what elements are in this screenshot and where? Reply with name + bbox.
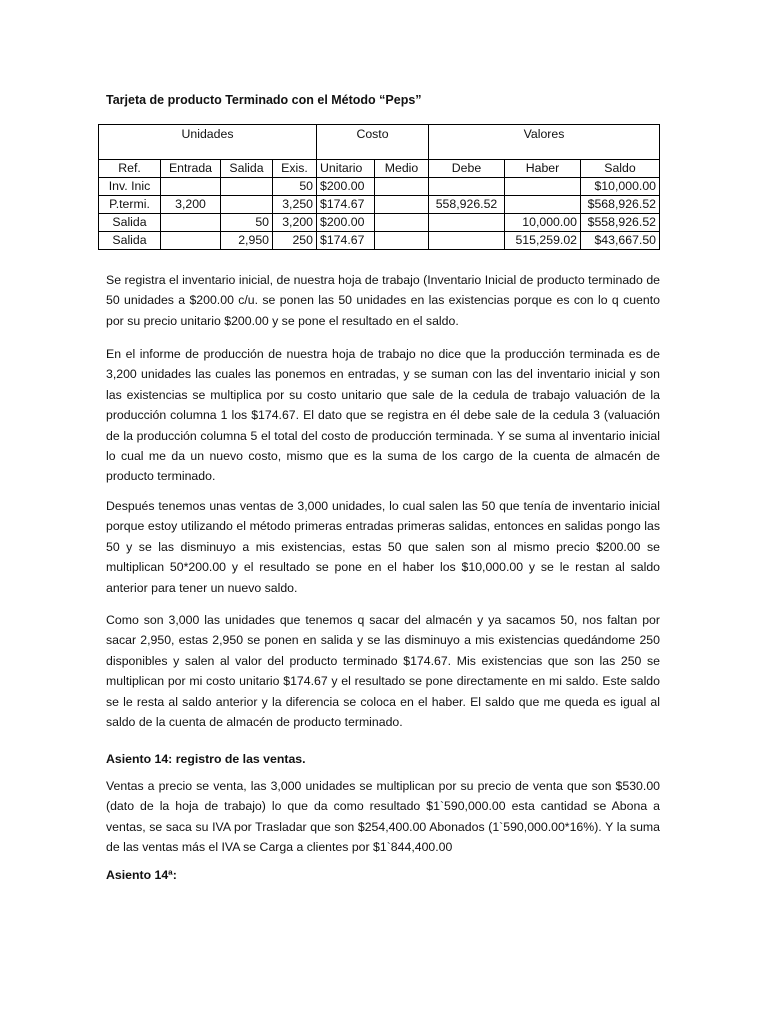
column-header-exis: Exis.	[273, 160, 317, 178]
table-column-header-row	[99, 160, 660, 178]
paragraph-produccion: En el informe de producción de nuestra hoja de trabajo no dice que la producción terminada es de 3,200 unidades las cuales las ponemos en entradas, y se suman con las del inventario inicial y son las existencias se multiplica por su costo unitario que sale de la cedula de trabajo valuación de la producción columna 1 los $174.67. El dato que se registra en él debe sale de la cedula 3 (valuación de la producción columna 5 el total del costo de producción terminada. Y se suma al inventario inicial lo cual me da un nuevo costo, mismo que es la suma de los cargo de la cuenta de almacén de producto terminado.	[106, 347, 660, 484]
cell-unitario: $200.00	[317, 178, 375, 196]
group-header-costo: Costo	[317, 125, 429, 160]
cell-entrada	[161, 178, 221, 196]
column-header-ref: Ref.	[99, 160, 161, 178]
cell-haber: 10,000.00	[505, 214, 581, 232]
cell-ref: Salida	[99, 214, 161, 232]
cell-salida	[221, 196, 273, 214]
document-title: Tarjeta de producto Terminado con el Método “Peps”	[106, 93, 422, 107]
column-header-entrada: Entrada	[161, 160, 221, 178]
group-header-valores: Valores	[429, 125, 660, 160]
cell-saldo: $558,926.52	[581, 214, 660, 232]
cell-exis: 50	[273, 178, 317, 196]
cell-medio	[375, 196, 429, 214]
cell-entrada	[161, 232, 221, 250]
column-header-unitario: Unitario	[317, 160, 375, 178]
cell-saldo: $10,000.00	[581, 178, 660, 196]
cell-salida	[221, 178, 273, 196]
cell-haber	[505, 178, 581, 196]
paragraph-registro-ventas: Ventas a precio se venta, las 3,000 unidades se multiplican por su precio de venta que son $530.00 (dato de la hoja de trabajo) lo que da como resultado $1`590,000.00 esta cantidad se Abona a ventas, se saca su IVA por Trasladar que son $254,400.00 Abonados (1`590,000.00*16%). Y la suma de las ventas más el IVA se Carga a clientes por $1`844,400.00	[106, 779, 660, 855]
table-row	[99, 178, 660, 196]
cell-debe	[429, 232, 505, 250]
heading-asiento-14a: Asiento 14ª:	[106, 868, 177, 882]
paragraph-ventas-salidas: Después tenemos unas ventas de 3,000 unidades, lo cual salen las 50 que tenía de inventario inicial porque estoy utilizando el método primeras entradas primeras salidas, entonces en salidas pongo las 50 y se las disminuyo a mis existencias, estas 50 que salen son al mismo precio $200.00 se multiplican 50*200.00 y el resultado se pone en el haber los $10,000.00 y se le restan al saldo anterior para tener un nuevo saldo.	[106, 499, 660, 595]
cell-debe	[429, 214, 505, 232]
column-header-salida: Salida	[221, 160, 273, 178]
column-header-debe: Debe	[429, 160, 505, 178]
cell-exis: 3,250	[273, 196, 317, 214]
cell-medio	[375, 178, 429, 196]
cell-salida: 2,950	[221, 232, 273, 250]
cell-ref: Salida	[99, 232, 161, 250]
table-row	[99, 232, 660, 250]
cell-haber	[505, 196, 581, 214]
cell-salida: 50	[221, 214, 273, 232]
cell-ref: Inv. Inic	[99, 178, 161, 196]
cell-unitario: $200.00	[317, 214, 375, 232]
cell-saldo: $43,667.50	[581, 232, 660, 250]
table-row	[99, 196, 660, 214]
cell-entrada	[161, 214, 221, 232]
paragraph-inventario-inicial: Se registra el inventario inicial, de nuestra hoja de trabajo (Inventario Inicial de producto terminado de 50 unidades a $200.00 c/u. se ponen las 50 unidades en las existencias porque es con lo q cuento por su precio unitario $200.00 y se pone el resultado en el saldo.	[106, 273, 660, 328]
table-group-header-row	[99, 125, 660, 160]
column-header-medio: Medio	[375, 160, 429, 178]
cell-medio	[375, 232, 429, 250]
cell-unitario: $174.67	[317, 196, 375, 214]
cell-exis: 250	[273, 232, 317, 250]
cell-debe: 558,926.52	[429, 196, 505, 214]
column-header-saldo: Saldo	[581, 160, 660, 178]
cell-haber: 515,259.02	[505, 232, 581, 250]
heading-asiento-14: Asiento 14: registro de las ventas.	[106, 752, 306, 766]
cell-medio	[375, 214, 429, 232]
cell-saldo: $568,926.52	[581, 196, 660, 214]
cell-ref: P.termi.	[99, 196, 161, 214]
cell-unitario: $174.67	[317, 232, 375, 250]
cell-entrada: 3,200	[161, 196, 221, 214]
column-header-haber: Haber	[505, 160, 581, 178]
cell-debe	[429, 178, 505, 196]
paragraph-existencias: Como son 3,000 las unidades que tenemos q sacar del almacén y ya sacamos 50, nos faltan por sacar 2,950, estas 2,950 se ponen en salida y se las disminuyo a mis existencias quedándome 250 disponibles y salen al valor del producto terminado $174.67. Mis existencias que son las 250 se multiplican por mi costo unitario $174.67 y el resultado se pone directamente en mi saldo. Este saldo se le resta al saldo anterior y la diferencia se coloca en el haber. El saldo que me queda es igual al saldo de la cuenta de almacén de producto terminado.	[106, 613, 660, 730]
cell-exis: 3,200	[273, 214, 317, 232]
group-header-unidades: Unidades	[99, 125, 317, 160]
table-row	[99, 214, 660, 232]
product-card-table	[98, 124, 660, 250]
